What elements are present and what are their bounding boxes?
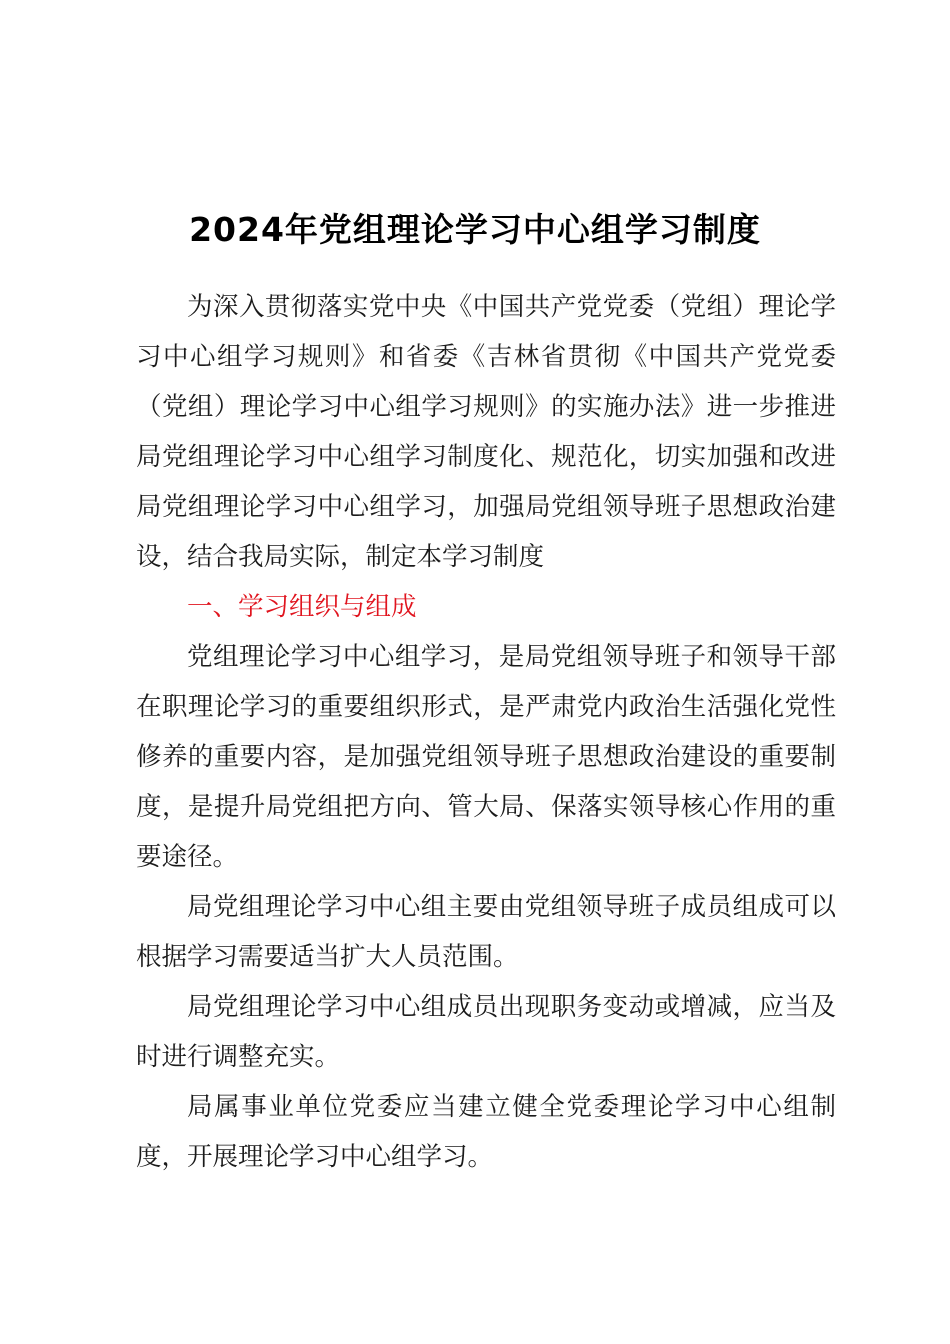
body-paragraph: 党组理论学习中心组学习，是局党组领导班子和领导干部在职理论学习的重要组织形式，是严肃党内政治生活强化党性修养的重要内容，是加强党组领导班子思想政治建设的重要制度，是提升局党组把方向、管大局、保落实领导核心作用的重要途径。 — [136, 642, 836, 872]
body-paragraph: 局党组理论学习中心组成员出现职务变动或增减，应当及时进行调整充实。 — [136, 992, 836, 1072]
body-paragraph: 局属事业单位党委应当建立健全党委理论学习中心组制度，开展理论学习中心组学习。 — [136, 1092, 836, 1172]
section-heading: 一、学习组织与组成 — [187, 592, 417, 622]
body-paragraph: 局党组理论学习中心组主要由党组领导班子成员组成可以根据学习需要适当扩大人员范围。 — [136, 892, 836, 972]
intro-paragraph: 为深入贯彻落实党中央《中国共产党党委（党组）理论学习中心组学习规则》和省委《吉林省贯彻《中国共产党党委（党组）理论学习中心组学习规则》的实施办法》进一步推进局党组理论学习中心组学习制度化、规范化，切实加强和改进局党组理论学习中心组学习，加强局党组领导班子思想政治建设，结合我局实际，制定本学习制度 — [136, 292, 836, 572]
document-body — [136, 282, 836, 1182]
document-title: 2024年党组理论学习中心组学习制度 — [189, 210, 761, 249]
